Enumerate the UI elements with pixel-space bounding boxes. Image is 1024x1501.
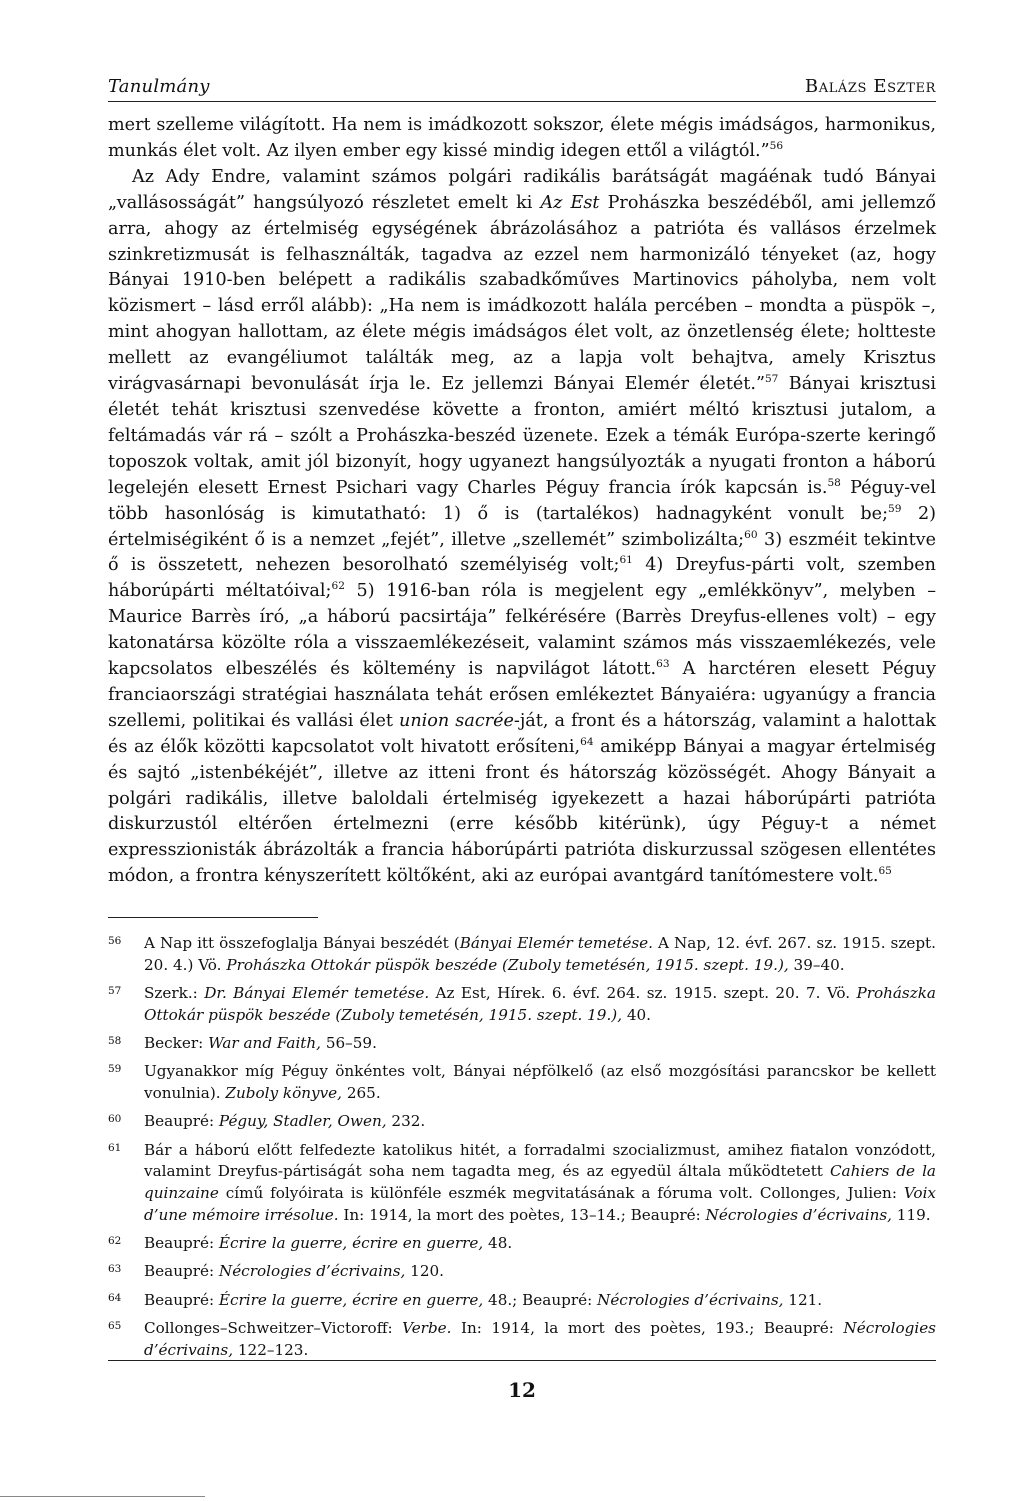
footnote-number: 58 [108, 1034, 122, 1047]
italic-run: Écrire la guerre, écrire en guerre, [218, 1290, 484, 1309]
italic-run: Dr. Bányai Elemér temetése. [204, 983, 430, 1002]
footnote-64 [108, 1290, 936, 1312]
text-run: 40. [622, 1005, 652, 1024]
footnote-text [144, 1033, 936, 1055]
author-name: Balázs Eszter [804, 76, 936, 97]
text-run: Bár a háború előtt felfedezte katolikus hitét, a forradalmi szocializmust, amihez fiatalon vonzódott, valamint Dreyfus-pártiságát soha nem tagadta meg, és az egyedül általa működtetett [144, 1140, 936, 1181]
footnote-ref: 60 [744, 528, 758, 541]
footnotes [108, 933, 936, 1368]
header-rule [108, 101, 936, 102]
text-run: In: 1914, la mort des poètes, 193.; Beaupré: [451, 1319, 844, 1338]
footnote-ref: 62 [331, 580, 345, 593]
text-run: Ugyanakkor míg Péguy önkéntes volt, Bányai népfölkelő (az első mozgósítási parancskor be kellett vonulnia). [144, 1062, 936, 1102]
footnote-number: 63 [108, 1263, 122, 1276]
text-run: 119. [891, 1205, 931, 1224]
footnote-58 [108, 1033, 936, 1055]
italic-run: Nécrologies d’écrivains, [218, 1262, 406, 1281]
footnote-57 [108, 983, 936, 1026]
text-run: 265. [342, 1083, 381, 1102]
italic-run: Voix d’une mémoire irrésolue. [144, 1183, 936, 1224]
footnote-number: 65 [108, 1320, 122, 1333]
text-run: című folyóirata is különféle eszmék megvitatásának a fóruma volt. Collonges, Julien: [218, 1183, 904, 1202]
text-run: mert szelleme világított. Ha nem is imádkozott sokszor, élete mégis imádságos, harmonikus, munkás élet volt. Az ilyen ember egy kissé mindig idegen ettől a világtól.” [108, 115, 936, 161]
text-run: Beaupré: [144, 1262, 219, 1281]
italic-run: union sacrée [399, 710, 514, 731]
text-run: 4) Dreyfus-párti volt, szemben háborúpárti méltatóival; [108, 555, 936, 602]
section-title: Tanulmány [108, 76, 210, 97]
footnote-text [144, 1233, 936, 1255]
text-run: Az Ady Endre, valamint számos polgári radikális barátságát magáénak tudó Bányai „vallásosságát” hangsúlyozó részletet emelt ki [108, 166, 936, 213]
footnote-61 [108, 1140, 936, 1226]
italic-run: Écrire la guerre, écrire en guerre, [218, 1233, 484, 1252]
footnote-ref: 65 [878, 865, 892, 878]
text-run: A Nap, 12. évf. 267. sz. 1915. szept. 20. 4.) Vö. [144, 934, 936, 974]
italic-run: Nécrologies d’écrivains, [144, 1319, 936, 1359]
footnote-number: 60 [108, 1113, 122, 1126]
footnote-62 [108, 1233, 936, 1255]
italic-run: Prohászka Ottokár püspök beszéde (Zuboly temetésén, 1915. szept. 19.), [226, 955, 789, 974]
text-run: In: 1914, la mort des poètes, 13–14.; Beaupré: [338, 1205, 706, 1224]
text-run: 120. [405, 1262, 444, 1281]
footnote-number: 59 [108, 1063, 122, 1076]
text-run: amiképp Bányai a magyar értelmiség és sajtó „istenbékéjét”, illetve az itteni front és hátország közösségét. Ahogy Bányait a polgári radikális, illetve baloldali értelmiség igyekezett a hazai háborúpárti patrióta diskurzustól eltérően értelmezni (erre később kitérünk), úgy Péguy-t a német expresszionisták ábrázolták a francia háborúpárti patrióta diskurzussal szögesen ellentétes módon, a frontra kényszerített költőként, aki az európai avantgárd tanítómestere volt. [108, 736, 937, 887]
paragraph-2 [108, 165, 936, 890]
text-run: Bányai krisztusi életét tehát krisztusi szenvedése követte a fronton, amiért méltó krisztusi jutalom, a feltámadás vár rá – szólt a Prohászka-beszéd üzenete. Ezek a témák Európa-szerte keringő toposzok voltak, amit jól bizonyít, hogy ugyanezt hangsúlyozták a nyugati fronton a háború legelején elesett Ernest Psichari vagy Charles Péguy francia írók kapcsán is. [108, 374, 936, 498]
text-run: Becker: [144, 1033, 209, 1052]
text-run: Péguy-vel több hasonlóság is kimutatható: 1) ő is (tartalékos) hadnagyként vonult be; [108, 477, 936, 524]
footnote-ref: 56 [769, 140, 784, 153]
footnote-text [144, 1111, 936, 1133]
footnote-text [144, 933, 936, 976]
footer-rule [108, 1360, 936, 1361]
footnote-text [144, 1261, 936, 1283]
text-run: 121. [783, 1290, 823, 1309]
text-run: Az Est, Hírek. 6. évf. 264. sz. 1915. szept. 20. 7. Vö. [429, 983, 857, 1002]
text-run: A Nap itt összefoglalja Bányai beszédét ( [144, 934, 460, 952]
italic-run: War and Faith, [208, 1033, 322, 1052]
footnote-ref: 59 [888, 502, 902, 515]
footnote-65 [108, 1318, 936, 1361]
text-run: 122–123. [233, 1340, 309, 1359]
text-run: Prohászka beszédéből, ami jellemző arra, ahogy az értelmiség egységének ábrázolásához a patrióta és vallásos érzelmek szinkretizmusát is felhasználták, tagadva az ezzel nem harmonizáló tényeket (az, hogy Bányai 1910-ben belépett a radikális szabadkőműves Martinovics páholyba, nem volt közismert – lásd erről alább): „Ha nem is imádkozott halála percében – mondta a püspök –, mint ahogyan hallottam, az élete mégis imádságos élet volt, az önzetlenség élete; holtteste mellett az evangéliumot találták meg, az a lapja volt behajtva, amely Krisztus virágvasárnapi bevonulását írja le. Ez jellemzi Bányai Elemér életét.” [108, 192, 936, 395]
text-run: Beaupré: [144, 1112, 219, 1131]
paragraph-1 [108, 113, 936, 165]
text-run: 48.; Beaupré: [483, 1290, 598, 1309]
italic-run: Zuboly könyve, [225, 1083, 342, 1102]
footnote-number: 61 [108, 1141, 122, 1154]
body-text [108, 113, 936, 890]
footnote-number: 56 [108, 935, 122, 947]
footnote-separator [108, 917, 318, 918]
footnote-number: 57 [108, 984, 122, 997]
scan-edge-line [0, 1496, 205, 1497]
text-run: Beaupré: [144, 1233, 219, 1252]
text-run: 2) értelmiségiként ő is a nemzet „fejét”, illetve „szellemét” szimbolizálta; [108, 503, 937, 550]
footnote-text [144, 1318, 936, 1361]
page-number: 12 [508, 1378, 536, 1402]
footnote-text [144, 1290, 936, 1312]
footnote-ref: 64 [580, 735, 594, 748]
text-run: Szerk.: [144, 983, 205, 1002]
italic-run: Péguy, Stadler, Owen, [218, 1112, 387, 1131]
text-run: 232. [386, 1112, 426, 1131]
footnote-59 [108, 1061, 936, 1104]
footnote-63 [108, 1261, 936, 1283]
italic-run: Cahiers de la quinzaine [144, 1162, 936, 1202]
italic-run: Nécrologies d’écrivains, [597, 1290, 784, 1309]
footnote-number: 64 [108, 1291, 122, 1304]
footnote-ref: 57 [764, 373, 779, 386]
italic-run: Bányai Elemér temetése. [459, 934, 653, 952]
text-run: 56–59. [321, 1033, 377, 1052]
text-run: 39–40. [788, 955, 845, 974]
footnote-number: 62 [108, 1234, 122, 1247]
footnote-ref: 63 [656, 658, 670, 671]
footnote-text [144, 1140, 936, 1226]
text-run: -ját, a front és a hátország, valamint a halottak és az élők közötti kapcsolatot volt hivatott erősíteni, [108, 710, 936, 757]
italic-run: Verbe. [402, 1319, 452, 1338]
italic-run: Prohászka Ottokár püspök beszéde (Zuboly temetésén, 1915. szept. 19.), [144, 983, 936, 1024]
italic-run: Nécrologies d’écrivains, [705, 1205, 892, 1224]
text-run: Beaupré: [144, 1290, 219, 1309]
footnote-ref: 58 [827, 476, 841, 489]
italic-run: Az Est [540, 192, 600, 213]
footnote-56 [108, 933, 936, 976]
footnote-text [144, 1061, 936, 1104]
text-run: 5) 1916-ban róla is megjelent egy „emlékkönyv”, melyben – Maurice Barrès író, „a háború pacsirtája” felkérésére (Barrès Dreyfus-ellenes volt) – egy katonatársa közölte róla a visszaemlékezéseit, valamint számos más visszaemlékezés, vele kapcsolatos elbeszélés és költemény is napvilágot látott. [108, 581, 936, 680]
text-run: 3) eszméit tekintve ő is összetett, nehezen besorolható személyiség volt; [108, 529, 936, 576]
footnote-ref: 61 [619, 554, 633, 567]
text-run: A harctéren elesett Péguy franciaországi stratégiai használata tehát erősen emlékeztet Bányaiéra: ugyanúgy a francia szellemi, politikai és vallási élet [108, 659, 936, 731]
text-run: Collonges–Schweitzer–Victoroff: [144, 1319, 403, 1338]
running-header [108, 76, 936, 97]
footnote-text [144, 983, 936, 1026]
footnote-60 [108, 1111, 936, 1133]
text-run: 48. [483, 1233, 513, 1252]
